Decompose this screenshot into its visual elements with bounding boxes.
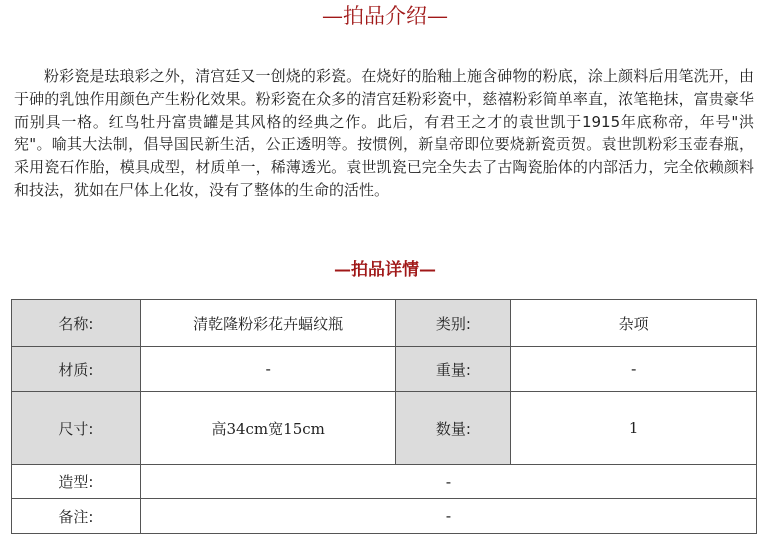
quantity-label: 数量: <box>396 392 511 465</box>
table-row-shape <box>12 465 757 499</box>
intro-section-title: —拍品介绍— <box>322 4 448 28</box>
material-label: 材质: <box>12 347 141 392</box>
quantity-value: 1 <box>511 392 757 465</box>
remarks-label: 备注: <box>12 499 141 534</box>
category-label: 类别: <box>396 300 511 347</box>
name-label: 名称: <box>12 300 141 347</box>
table-row-size <box>12 392 757 465</box>
size-value: 高34cm宽15cm <box>140 392 396 465</box>
shape-label: 造型: <box>12 465 141 499</box>
weight-value: - <box>511 347 757 392</box>
table-row-name <box>12 300 757 347</box>
details-section-title: —拍品详情— <box>334 260 436 280</box>
intro-paragraph: 粉彩瓷是珐琅彩之外，清宫廷又一创烧的彩瓷。在烧好的胎釉上施含砷物的粉底，涂上颜料后用笔洗开，由于砷的乳蚀作用颜色产生粉化效果。粉彩瓷在众多的清宫廷粉彩瓷中，慈禧粉彩简单率直，浓笔艳抹，富贵豪华而别具一格。红鸟牡丹富贵罐是其风格的经典之作。此后，有君王之才的袁世凯于1915年底称帝，年号"洪宪"。喻其大法制，倡导国民新生活，公正透明等。按惯例，新皇帝即位要烧新瓷贡贺。袁世凯粉彩玉壶春瓶，采用瓷石作胎，模具成型，材质单一，稀薄透光。袁世凯瓷已完全失去了古陶瓷胎体的内部活力，完全依赖颜料和技法，犹如在尸体上化妆，没有了整体的生命的活性。 <box>14 67 754 199</box>
category-value: 杂项 <box>511 300 757 347</box>
size-label: 尺寸: <box>12 392 141 465</box>
table-row-remarks <box>12 499 757 534</box>
details-table <box>11 299 757 534</box>
shape-value: - <box>140 465 756 499</box>
name-value: 清乾隆粉彩花卉蝠纹瓶 <box>140 300 396 347</box>
remarks-value: - <box>140 499 756 534</box>
table-row-material <box>12 347 757 392</box>
material-value: - <box>140 347 396 392</box>
weight-label: 重量: <box>396 347 511 392</box>
